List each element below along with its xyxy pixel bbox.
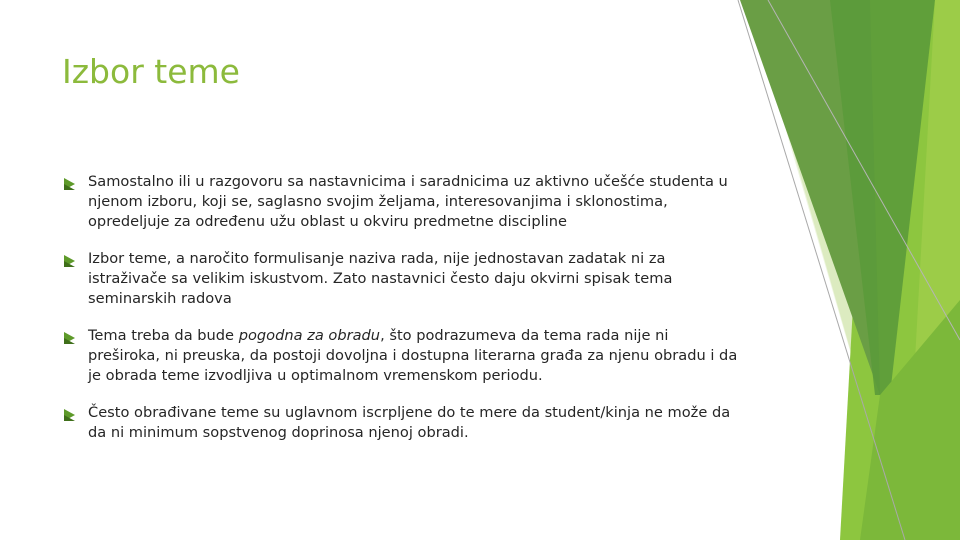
bullet-list <box>62 172 742 460</box>
slide-title: Izbor teme <box>62 52 240 91</box>
bullet-text: Često obrađivane teme su uglavnom iscrpljene do te mere da student/kinja ne može da da ni minimum sopstvenog doprinosa njenoj obradi. <box>88 404 731 441</box>
bullet-item <box>62 403 742 443</box>
bullet-text: Izbor teme, a naročito formulisanje naziva rada, nije jednostavan zadatak ni za istraživače sa velikim iskustvom. Zato nastavnici često daju okvirni spisak tema seminarskih radova <box>88 250 673 307</box>
bullet-text-end: , što podrazumeva da tema rada nije ni preširoka, ni preuska, da postoji dovoljna i dostupna literarna građa za njenu obradu i da je obrada teme izvodljiva u optimalnom vremenskom periodu. <box>88 327 738 384</box>
triangle-bullet-icon <box>64 255 75 267</box>
bullet-text: Samostalno ili u razgovoru sa nastavnicima i saradnicima uz aktivno učešće studenta u njenom izboru, koji se, saglasno svojim željama, interesovanjima i sklonostima, opredeljuje za određenu užu oblast u okviru predmetne discipline <box>88 173 728 230</box>
bullet-text-emphasis: pogodna za obradu <box>238 327 381 344</box>
triangle-bullet-icon <box>64 332 75 344</box>
bullet-item <box>62 326 742 386</box>
bullet-item <box>62 249 742 309</box>
triangle-bullet-icon <box>64 409 75 421</box>
bullet-item <box>62 172 742 232</box>
triangle-bullet-icon <box>64 178 75 190</box>
bullet-text-start: Tema treba da bude <box>88 327 239 344</box>
